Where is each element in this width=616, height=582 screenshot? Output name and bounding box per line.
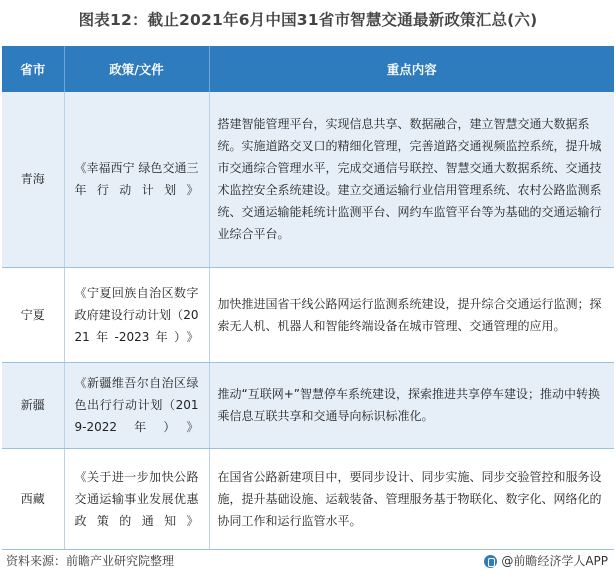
row-document: 《新疆维吾尔自治区绿色出行行动计划（2019-2022年）》 [64, 362, 209, 448]
table-row [2, 267, 614, 362]
table-header-row [2, 46, 614, 92]
row-province: 新疆 [2, 362, 64, 448]
brand-label: @前瞻经济学人APP [501, 554, 608, 568]
row-province: 青海 [2, 92, 64, 267]
page-title: 图表12：截止2021年6月中国31省市智慧交通最新政策汇总(六) [78, 11, 538, 29]
row-content: 在国省公路新建项目中，要同步设计、同步实施、同步交验管控和服务设施，提升基础设施、运载装备、管理服务基于物联化、数字化、网络化的协同工作和运行监管水平。 [209, 448, 614, 549]
app-logo-icon [484, 555, 497, 568]
brand-credit [484, 553, 608, 569]
header-content: 重点内容 [209, 46, 614, 92]
row-content: 推动“互联网+”智慧停车系统建设，探索推进共享停车建设；推动中转换乘信息互联共享和交通导向标识标准化。 [209, 362, 614, 448]
row-province: 西藏 [2, 448, 64, 549]
table-row [2, 362, 614, 448]
row-document: 《关于进一步加快公路交通运输事业发展优惠政策的通知》 [64, 448, 209, 549]
row-content: 搭建智能管理平台，实现信息共享、数据融合，建立智慧交通大数据系统。实施道路交叉口的精细化管理，完善道路交通视频监控系统，提升城市交通综合管理水平，完成交通信号联控、智慧交通大数据系统、交通技术监控安全系统建设。建立交通运输行业信用管理系统、农村公路监测系统、交通运输能耗统计监测平台、网约车监管平台等为基础的交通运输行业综合平台。 [209, 92, 614, 267]
table-row [2, 448, 614, 549]
row-province: 宁夏 [2, 267, 64, 362]
row-document: 《宁夏回族自治区数字政府建设行动计划（2021年-2023年）》 [64, 267, 209, 362]
header-document: 政策/文件 [64, 46, 209, 92]
header-province: 省市 [2, 46, 64, 92]
table-row [2, 92, 614, 267]
row-document: 《幸福西宁 绿色交通三年行动计划》 [64, 92, 209, 267]
row-content: 加快推进国省干线公路网运行监测系统建设，提升综合交通运行监测；探索无人机、机器人和智能终端设备在城市管理、交通管理的应用。 [209, 267, 614, 362]
source-note: 资料来源：前瞻产业研究院整理 [6, 554, 175, 568]
policy-table [2, 46, 614, 550]
